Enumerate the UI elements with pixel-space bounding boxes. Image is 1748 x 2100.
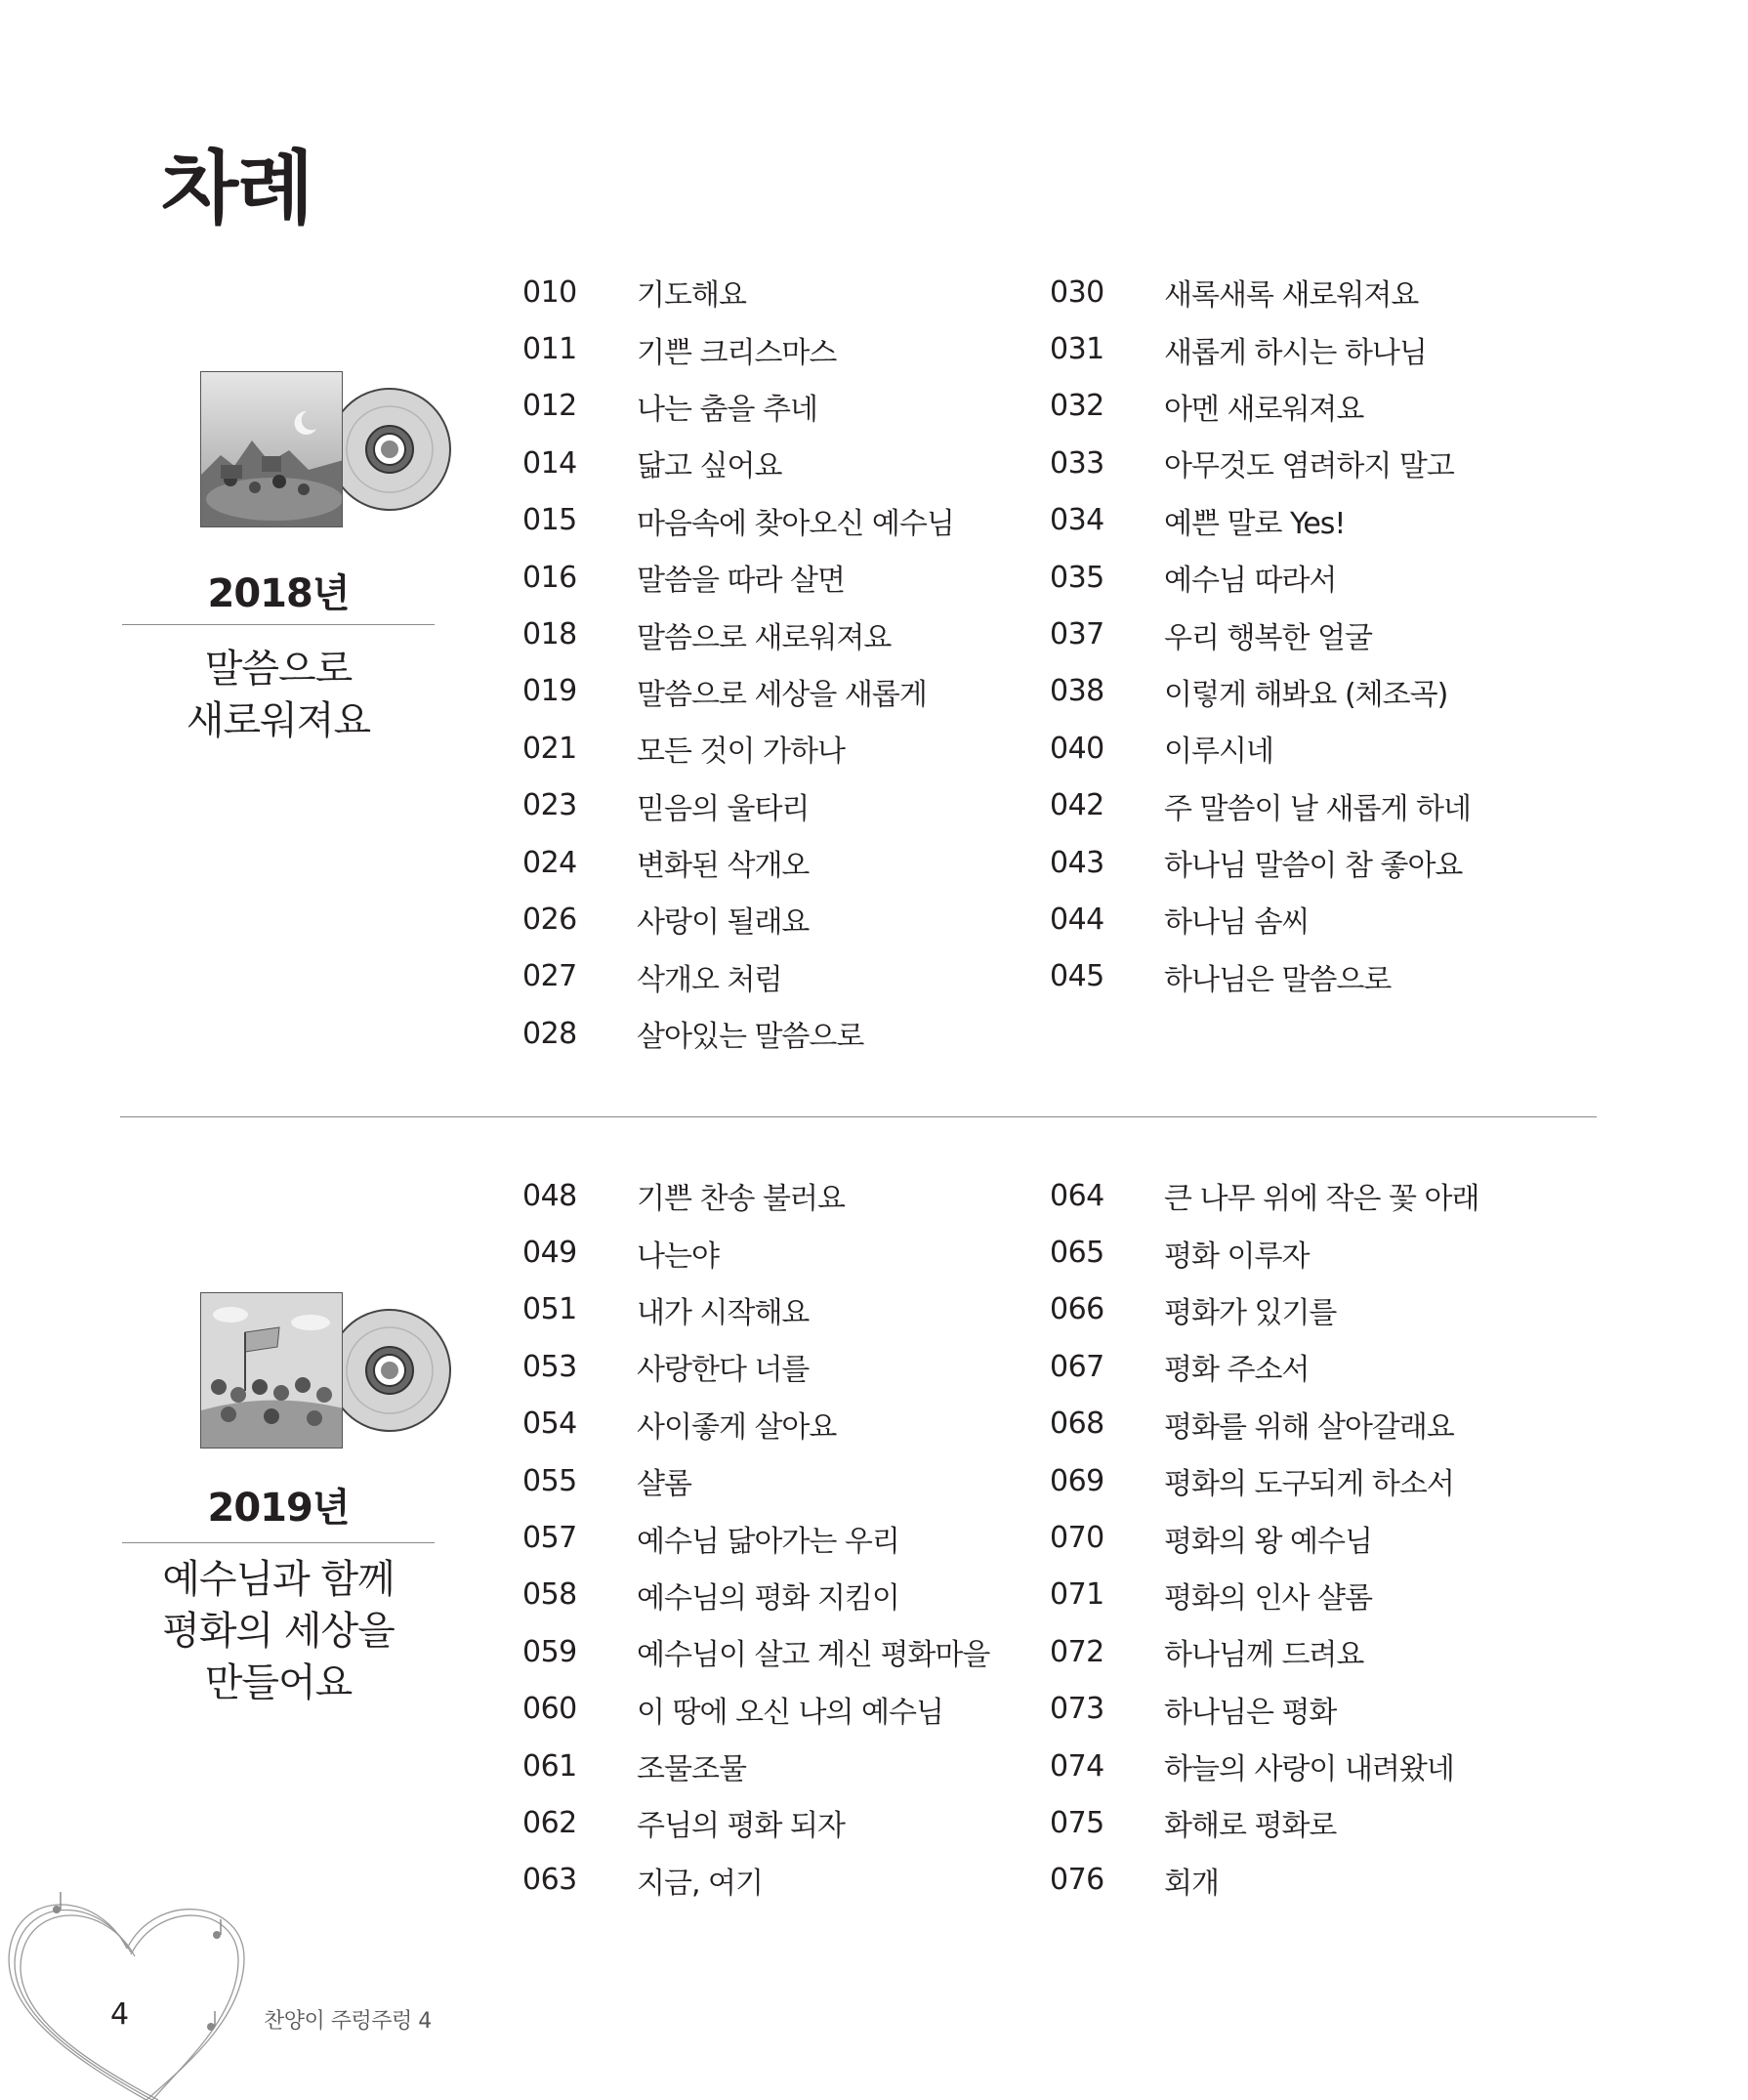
toc-item[interactable] <box>1050 1281 1597 1338</box>
toc-page-number: 069 <box>1050 1463 1104 1498</box>
toc-item[interactable] <box>1050 492 1597 549</box>
toc-item[interactable] <box>1050 948 1597 1005</box>
toc-page-number: 042 <box>1050 788 1104 823</box>
album-theme <box>122 644 435 747</box>
toc-item[interactable] <box>1050 1338 1597 1395</box>
album-theme-line: 평화의 세상을 <box>162 1609 395 1654</box>
toc-item[interactable] <box>522 834 1069 891</box>
toc-item[interactable] <box>1050 1396 1597 1452</box>
album-theme-line: 말씀으로 <box>204 647 353 692</box>
toc-page-number: 049 <box>522 1236 577 1271</box>
toc-item[interactable] <box>1050 777 1597 834</box>
toc-item[interactable] <box>1050 320 1597 377</box>
toc-song-title: 하나님은 평화 <box>1164 1695 1337 1730</box>
toc-item[interactable] <box>522 1794 1069 1851</box>
toc-item[interactable] <box>522 1396 1069 1452</box>
toc-page-number: 023 <box>522 788 577 823</box>
toc-item[interactable] <box>1050 891 1597 947</box>
cd-disc-icon <box>327 387 452 512</box>
toc-column-right <box>1050 1167 1597 1909</box>
toc-item[interactable] <box>522 663 1069 720</box>
toc-song-title: 주 말씀이 날 새롭게 하네 <box>1164 791 1471 826</box>
album-theme-line: 새로워져요 <box>186 698 371 743</box>
toc-song-title: 예쁜 말로 Yes! <box>1164 506 1346 541</box>
toc-page-number: 031 <box>1050 332 1104 367</box>
album-year: 2018년 <box>207 571 350 616</box>
toc-song-title: 평화를 위해 살아갈래요 <box>1164 1409 1454 1445</box>
toc-section-2018 <box>0 264 1748 1065</box>
toc-item[interactable] <box>522 1452 1069 1509</box>
toc-page-number: 060 <box>522 1692 577 1727</box>
toc-song-title: 사이좋게 살아요 <box>637 1409 837 1445</box>
heart-music-staff-decoration <box>0 1870 312 2100</box>
toc-item[interactable] <box>522 378 1069 435</box>
toc-song-title: 기쁜 크리스마스 <box>637 335 837 370</box>
toc-page-number: 018 <box>522 617 577 652</box>
toc-page-number: 067 <box>1050 1349 1104 1384</box>
toc-page-number: 037 <box>1050 617 1104 652</box>
toc-item[interactable] <box>522 1224 1069 1281</box>
toc-item[interactable] <box>522 1623 1069 1680</box>
toc-item[interactable] <box>522 948 1069 1005</box>
toc-song-title: 내가 시작해요 <box>637 1295 810 1330</box>
toc-page-number: 014 <box>522 445 577 481</box>
toc-page-number: 061 <box>522 1748 577 1784</box>
toc-item[interactable] <box>1050 1738 1597 1794</box>
toc-song-title: 사랑한다 너를 <box>637 1353 810 1388</box>
toc-page-number: 045 <box>1050 959 1104 994</box>
toc-item[interactable] <box>1050 606 1597 662</box>
toc-item[interactable] <box>1050 1623 1597 1680</box>
toc-page-number: 057 <box>522 1521 577 1556</box>
page-number: 4 <box>110 1997 130 2032</box>
toc-song-title: 평화의 도구되게 하소서 <box>1164 1467 1454 1502</box>
toc-song-title: 회개 <box>1164 1866 1219 1901</box>
toc-item[interactable] <box>522 1167 1069 1224</box>
album-cover-illustration <box>200 1292 343 1449</box>
album-year: 2019년 <box>207 1486 350 1531</box>
album-theme <box>122 1554 435 1709</box>
toc-page-number: 068 <box>1050 1407 1104 1442</box>
toc-item[interactable] <box>1050 435 1597 491</box>
toc-item[interactable] <box>1050 834 1597 891</box>
toc-item[interactable] <box>522 1281 1069 1338</box>
toc-page-number: 032 <box>1050 389 1104 424</box>
toc-page-number: 015 <box>522 503 577 538</box>
toc-song-title: 하나님 솜씨 <box>1164 905 1310 941</box>
toc-song-title: 샬롬 <box>637 1467 691 1502</box>
toc-song-title: 하나님은 말씀으로 <box>1164 962 1392 997</box>
toc-item[interactable] <box>522 720 1069 777</box>
toc-item[interactable] <box>1050 549 1597 606</box>
toc-page-number: 059 <box>522 1634 577 1669</box>
toc-page-number: 058 <box>522 1577 577 1613</box>
toc-section-2019 <box>0 1167 1748 1949</box>
toc-column-left <box>522 264 1069 1062</box>
toc-song-title: 말씀으로 새로워져요 <box>637 620 892 655</box>
toc-song-title: 이렇게 해봐요 (체조곡) <box>1164 677 1448 712</box>
toc-page-number: 034 <box>1050 503 1104 538</box>
toc-item[interactable] <box>1050 1681 1597 1738</box>
toc-song-title: 말씀으로 세상을 새롭게 <box>637 677 927 712</box>
toc-item[interactable] <box>522 435 1069 491</box>
toc-page-number: 072 <box>1050 1634 1104 1669</box>
toc-page-number: 038 <box>1050 674 1104 709</box>
toc-song-title: 기도해요 <box>637 278 746 314</box>
toc-column-right <box>1050 264 1597 1005</box>
toc-page-number: 070 <box>1050 1521 1104 1556</box>
toc-item[interactable] <box>522 1681 1069 1738</box>
toc-page-number: 030 <box>1050 274 1104 310</box>
toc-song-title: 모든 것이 가하나 <box>637 735 845 770</box>
toc-page-number: 027 <box>522 959 577 994</box>
toc-song-title: 예수님의 평화 지킴이 <box>637 1580 899 1616</box>
toc-item[interactable] <box>1050 1224 1597 1281</box>
toc-item[interactable] <box>1050 1509 1597 1566</box>
toc-item[interactable] <box>1050 663 1597 720</box>
toc-item[interactable] <box>522 1005 1069 1062</box>
toc-song-title: 큰 나무 위에 작은 꽃 아래 <box>1164 1182 1479 1217</box>
toc-page-number: 071 <box>1050 1577 1104 1613</box>
toc-item[interactable] <box>1050 1567 1597 1623</box>
toc-item[interactable] <box>1050 1794 1597 1851</box>
toc-page-number: 028 <box>522 1016 577 1051</box>
toc-page-number: 021 <box>522 731 577 766</box>
toc-page-number: 044 <box>1050 902 1104 937</box>
album-art-2019 <box>200 1292 405 1449</box>
toc-song-title: 하늘의 사랑이 내려왔네 <box>1164 1752 1454 1787</box>
toc-page-number: 064 <box>1050 1178 1104 1213</box>
toc-page-number: 055 <box>522 1463 577 1498</box>
toc-page-number: 076 <box>1050 1863 1104 1898</box>
toc-page-number: 063 <box>522 1863 577 1898</box>
toc-page-number: 043 <box>1050 845 1104 880</box>
toc-song-title: 평화 주소서 <box>1164 1353 1310 1388</box>
toc-song-title: 사랑이 될래요 <box>637 905 810 941</box>
toc-page-number: 051 <box>522 1292 577 1327</box>
toc-page-number: 054 <box>522 1407 577 1442</box>
toc-song-title: 마음속에 찾아오신 예수님 <box>637 506 954 541</box>
toc-song-title: 하나님께 드려요 <box>1164 1638 1364 1673</box>
toc-page-number: 033 <box>1050 445 1104 481</box>
toc-page-number: 074 <box>1050 1748 1104 1784</box>
toc-song-title: 삭개오 처럼 <box>637 962 782 997</box>
album-cover-illustration <box>200 371 343 527</box>
toc-page-number: 053 <box>522 1349 577 1384</box>
toc-item[interactable] <box>522 492 1069 549</box>
toc-page-number: 024 <box>522 845 577 880</box>
toc-page-number: 048 <box>522 1178 577 1213</box>
toc-song-title: 평화 이루자 <box>1164 1239 1310 1274</box>
toc-page-number: 010 <box>522 274 577 310</box>
toc-page-number: 019 <box>522 674 577 709</box>
toc-song-title: 이루시네 <box>1164 735 1273 770</box>
toc-song-title: 새록새록 새로워져요 <box>1164 278 1419 314</box>
toc-song-title: 아멘 새로워져요 <box>1164 392 1364 427</box>
toc-item[interactable] <box>522 549 1069 606</box>
toc-song-title: 기쁜 찬송 불러요 <box>637 1182 845 1217</box>
toc-song-title: 우리 행복한 얼굴 <box>1164 620 1372 655</box>
toc-song-title: 말씀을 따라 살면 <box>637 564 845 599</box>
toc-song-title: 주님의 평화 되자 <box>637 1809 845 1844</box>
toc-song-title: 이 땅에 오신 나의 예수님 <box>637 1695 943 1730</box>
toc-song-title: 새롭게 하시는 하나님 <box>1164 335 1427 370</box>
toc-item[interactable] <box>1050 720 1597 777</box>
toc-song-title: 변화된 삭개오 <box>637 849 810 884</box>
toc-page-number: 016 <box>522 560 577 595</box>
cd-disc-icon <box>327 1308 452 1433</box>
toc-page-number: 073 <box>1050 1692 1104 1727</box>
section-divider <box>120 1116 1597 1117</box>
toc-page-number: 040 <box>1050 731 1104 766</box>
toc-item[interactable] <box>522 606 1069 662</box>
album-rule <box>122 624 435 625</box>
toc-page-number: 011 <box>522 332 577 367</box>
toc-item[interactable] <box>522 264 1069 320</box>
toc-item[interactable] <box>522 1738 1069 1794</box>
toc-item[interactable] <box>522 1509 1069 1566</box>
toc-song-title: 나는 춤을 추네 <box>637 392 817 427</box>
album-rule <box>122 1542 435 1543</box>
toc-item[interactable] <box>522 1852 1069 1909</box>
toc-song-title: 예수님이 살고 계신 평화마을 <box>637 1638 990 1673</box>
toc-song-title: 하나님 말씀이 참 좋아요 <box>1164 849 1463 884</box>
toc-page-number: 012 <box>522 389 577 424</box>
toc-song-title: 평화의 왕 예수님 <box>1164 1524 1372 1559</box>
toc-item[interactable] <box>522 777 1069 834</box>
toc-item[interactable] <box>1050 264 1597 320</box>
toc-song-title: 지금, 여기 <box>637 1866 763 1901</box>
toc-item[interactable] <box>1050 1852 1597 1909</box>
toc-song-title: 조물조물 <box>637 1752 746 1787</box>
album-art-2018 <box>200 371 405 527</box>
toc-page-number: 035 <box>1050 560 1104 595</box>
toc-item[interactable] <box>1050 378 1597 435</box>
toc-page-number: 026 <box>522 902 577 937</box>
running-title: 찬양이 주렁주렁 4 <box>264 2009 432 2034</box>
toc-song-title: 평화의 인사 샬롬 <box>1164 1580 1372 1616</box>
toc-song-title: 닮고 싶어요 <box>637 449 782 484</box>
toc-item[interactable] <box>522 320 1069 377</box>
toc-song-title: 믿음의 울타리 <box>637 791 810 826</box>
toc-page-number: 066 <box>1050 1292 1104 1327</box>
toc-item[interactable] <box>1050 1167 1597 1224</box>
toc-column-left <box>522 1167 1069 1909</box>
toc-song-title: 예수님 따라서 <box>1164 564 1337 599</box>
toc-page-number: 075 <box>1050 1805 1104 1840</box>
album-theme-line: 예수님과 함께 <box>162 1557 395 1602</box>
toc-page-number: 065 <box>1050 1236 1104 1271</box>
toc-item[interactable] <box>1050 1452 1597 1509</box>
toc-page-number: 062 <box>522 1805 577 1840</box>
toc-item[interactable] <box>522 1567 1069 1623</box>
toc-song-title: 평화가 있기를 <box>1164 1295 1337 1330</box>
toc-song-title: 아무것도 염려하지 말고 <box>1164 449 1454 484</box>
toc-song-title: 나는야 <box>637 1239 719 1274</box>
toc-item[interactable] <box>522 891 1069 947</box>
page-title: 차례 <box>161 143 312 235</box>
toc-item[interactable] <box>522 1338 1069 1395</box>
toc-song-title: 살아있는 말씀으로 <box>637 1020 864 1055</box>
album-theme-line: 만들어요 <box>204 1660 353 1705</box>
toc-song-title: 화해로 평화로 <box>1164 1809 1337 1844</box>
toc-song-title: 예수님 닮아가는 우리 <box>637 1524 899 1559</box>
